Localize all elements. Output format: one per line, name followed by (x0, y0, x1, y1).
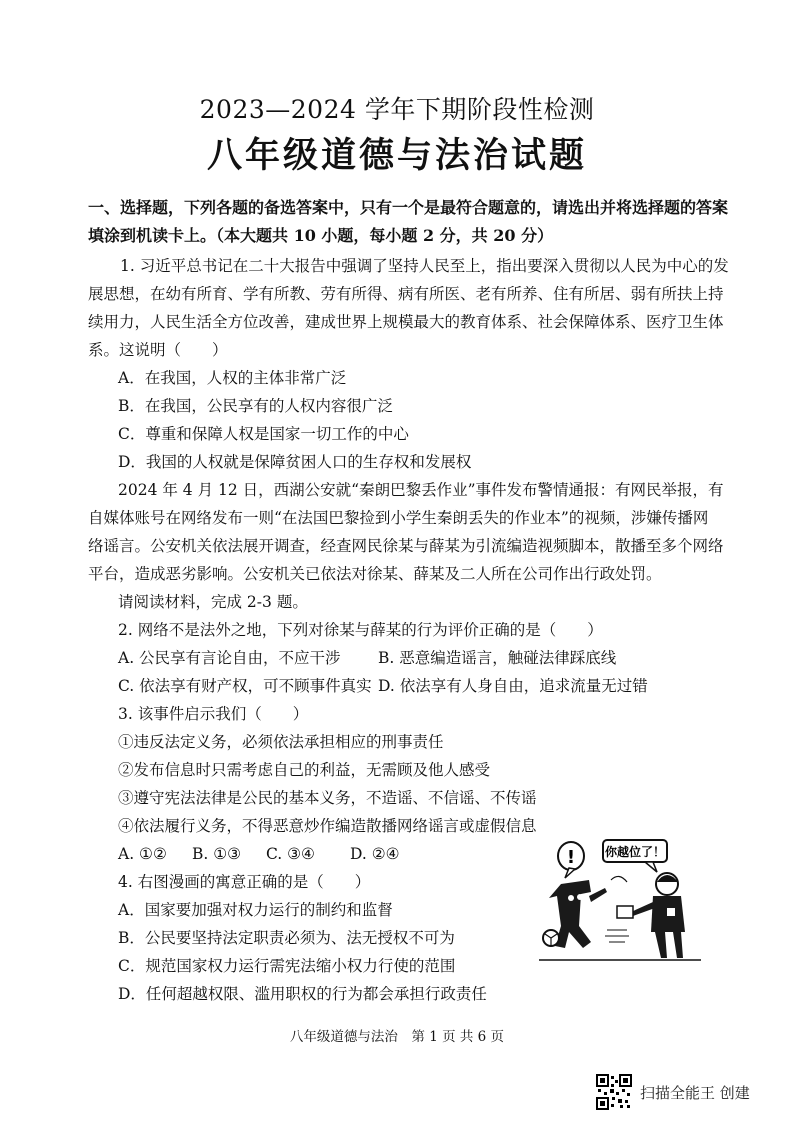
material-line1: 2024 年 4 月 12 日，西湖公安就“秦朗巴黎丢作业”事件发布警情通报：有网民举报，有 (118, 481, 724, 499)
qr-code-icon (596, 1074, 632, 1110)
referee-cartoon (535, 826, 705, 966)
page-footer: 八年级道德与法治 第 1 页 共 6 页 (289, 1029, 505, 1045)
q4-stem: 4. 右图漫画的寓意正确的是（ ） (118, 873, 371, 891)
material-line2: 自媒体账号在网络发布一则“在法国巴黎捡到小学生秦朗丢失的作业本”的视频，涉嫌传播网 (88, 509, 709, 527)
q3-option-c: C. ③④ (266, 845, 315, 863)
material-line4: 平台，造成恶劣影响。公安机关已依法对徐某、薛某及二人所在公司作出行政处罚。 (88, 565, 662, 583)
q3-option-d: D. ②④ (350, 845, 400, 863)
q1-stem-line3: 续用力，人民生活全方位改善，建成世界上规模最大的教育体系、社会保障体系、医疗卫生体 (88, 313, 724, 331)
q3-item-3: ③遵守宪法法律是公民的基本义务，不造谣、不信谣、不传谣 (118, 789, 537, 807)
q1-stem-line4: 系。这说明（ ） (88, 341, 228, 359)
cartoon-speech: 你越位了！ (604, 845, 666, 859)
cartoon-illustration (535, 826, 705, 966)
q2-option-a: A. 公民享有言论自由，不应干涉 (118, 649, 341, 667)
q4-option-b: B．公民要坚持法定职责必须为、法无授权不可为 (118, 929, 455, 947)
q1-option-d: D．我国的人权就是保障贫困人口的生存权和发展权 (118, 453, 472, 471)
q1-option-b: B．在我国，公民享有的人权内容很广泛 (118, 397, 393, 415)
scanner-brand-watermark: 扫描全能王 创建 (640, 1084, 750, 1102)
q1-stem-line1: 1. 习近平总书记在二十大报告中强调了坚持人民至上，指出要深入贯彻以人民为中心的发 (120, 257, 729, 275)
material-instruction: 请阅读材料，完成 2-3 题。 (118, 593, 308, 611)
cartoon-exclaim: ! (566, 847, 576, 868)
q4-option-d: D．任何超越权限、滥用职权的行为都会承担行政责任 (118, 985, 487, 1003)
q3-item-4: ④依法履行义务，不得恶意炒作编造散播网络谣言或虚假信息 (118, 817, 537, 835)
q3-item-2: ②发布信息时只需考虑自己的利益，无需顾及他人感受 (118, 761, 491, 779)
q3-item-1: ①违反法定义务，必须依法承担相应的刑事责任 (118, 733, 444, 751)
q4-option-a: A．国家要加强对权力运行的制约和监督 (118, 901, 393, 919)
q1-option-a: A．在我国，人权的主体非常广泛 (118, 369, 347, 387)
q3-stem: 3. 该事件启示我们（ ） (118, 705, 309, 723)
q2-option-d: D. 依法享有人身自由，追求流量无过错 (378, 677, 648, 695)
section-heading-line1: 一、选择题，下列各题的备选答案中，只有一个是最符合题意的，请选出并将选择题的答案 (88, 198, 729, 217)
q2-option-b: B. 恶意编造谣言，触碰法律踩底线 (378, 649, 617, 667)
q3-option-b: B. ①③ (192, 845, 242, 863)
exam-title-line2: 八年级道德与法治试题 (206, 135, 587, 176)
q3-option-a: A. ①② (118, 845, 167, 863)
q2-option-c: C. 依法享有财产权，可不顾事件真实 (118, 677, 372, 695)
q2-stem: 2. 网络不是法外之地，下列对徐某与薛某的行为评价正确的是（ ） (118, 621, 603, 639)
q1-stem-line2: 展思想，在幼有所育、学有所教、劳有所得、病有所医、老有所养、住有所居、弱有所扶上持 (88, 285, 724, 303)
exam-title-line1: 2023—2024 学年下期阶段性检测 (199, 95, 595, 124)
q4-option-c: C．规范国家权力运行需宪法缩小权力行使的范围 (118, 957, 456, 975)
q1-option-c: C．尊重和保障人权是国家一切工作的中心 (118, 425, 409, 443)
material-line3: 络谣言。公安机关依法展开调查，经查网民徐某与薛某为引流编造视频脚本，散播至多个网络 (88, 537, 724, 555)
section-heading-line2: 填涂到机读卡上。（本大题共 10 小题，每小题 2 分，共 20 分） (88, 226, 554, 245)
